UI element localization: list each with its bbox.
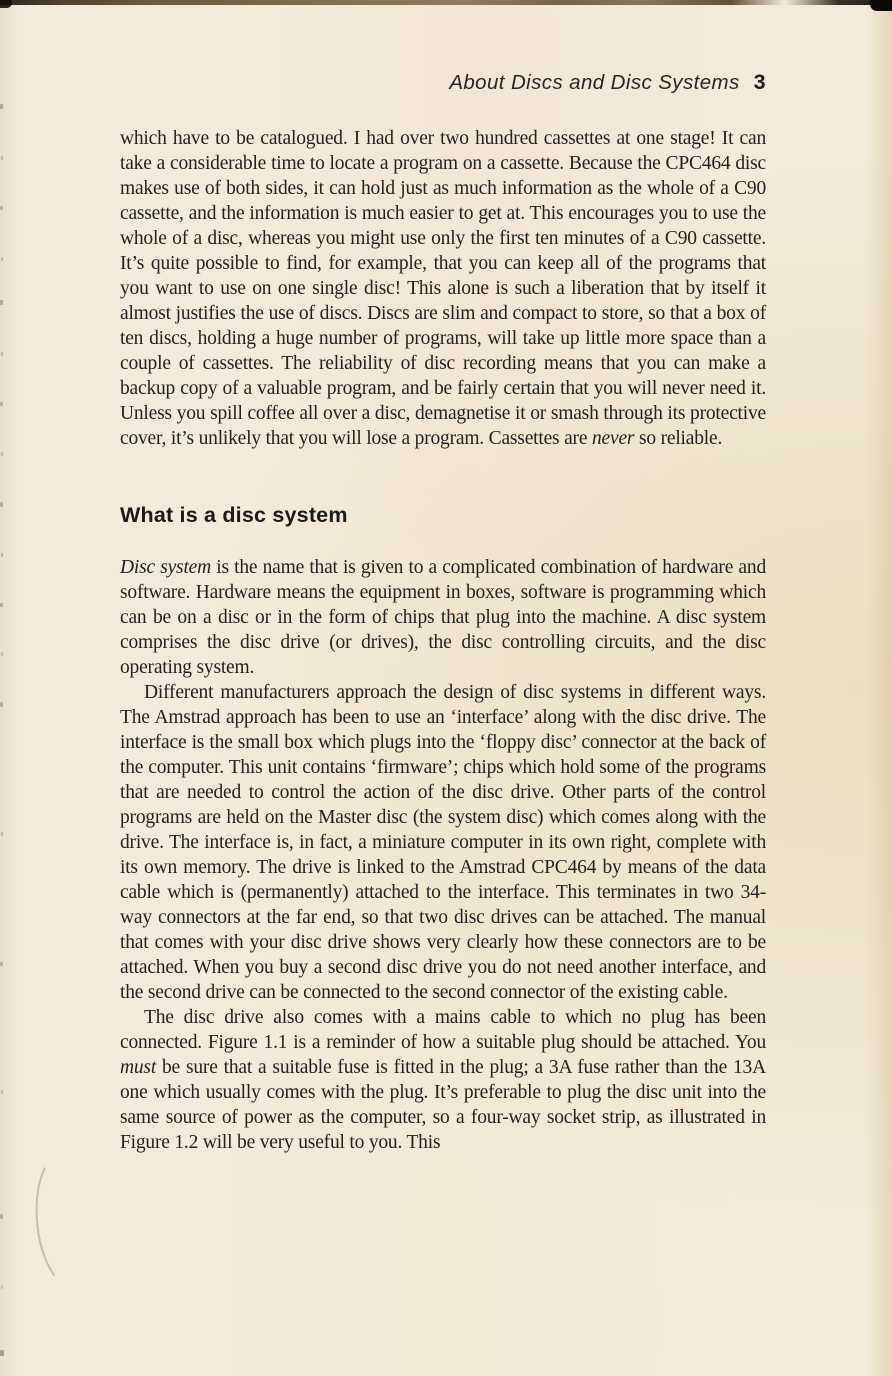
running-header-title: About Discs and Disc Systems [449, 71, 740, 94]
binding-marks [0, 0, 8, 1376]
page-number: 3 [753, 70, 766, 94]
body-paragraph: The disc drive also comes with a mains cable to which no plug has been connected. Figure 1.1 is a reminder of how a suitable plug should be attached. You must be sure that a suitable fuse is fitted in the plug; a 3A fuse rather than the 13A one which usually comes with the plug. It’s preferable to plug the disc unit into the same source of power as the computer, so a four-way socket strip, as illustrated in Figure 1.2 will be very useful to you. This [120, 1007, 766, 1153]
scan-corner-right-mark [870, 0, 892, 11]
running-header [120, 70, 766, 95]
pencil-mark [30, 1149, 106, 1290]
body-paragraph: Different manufacturers approach the design of disc systems in different ways. The Amstrad approach has been to use an ‘interface’ along with the disc drive. The interface is the small box which plugs into the ‘floppy disc’ connector at the back of the computer. This unit contains ‘firmware’; chips which hold some of the programs that are needed to control the action of the disc drive. Other parts of the control programs are held on the Master disc (the system disc) which comes along with the drive. The interface is, in fact, a miniature computer in its own right, complete with its own memory. The drive is linked to the Amstrad CPC464 by means of the data cable which is (permanently) attached to the interface. This terminates in two 34-way connectors at the far end, so that two disc drives can be attached. The manual that comes with your disc drive shows very clearly how these connectors are to be attached. When you buy a second disc drive you do not need another interface, and the second drive can be connected to the second connector of the existing cable. [120, 682, 766, 1003]
scan-edge-top [0, 0, 892, 5]
page-body [120, 126, 766, 1155]
body-paragraph: which have to be catalogued. I had over two hundred cassettes at one stage! It can take a considerable time to locate a program on a cassette. Because the CPC464 disc makes use of both sides, it can hold just as much information as the whole of a C90 cassette, and the information is much easier to get at. This encourages you to use the whole of a disc, whereas you might use only the first ten minutes of a C90 cassette. It’s quite possible to find, for example, that you can keep all of the programs that you want to use on one single disc! This alone is such a liberation that by itself it almost justifies the use of discs. Discs are slim and compact to store, so that a box of ten discs, holding a huge number of programs, will take up little more space than a couple of cassettes. The reliability of disc recording means that you can make a backup copy of a valuable program, and be fairly certain that you will never need it. Unless you spill coffee all over a disc, demagnetise it or smash through its protective cover, it’s unlikely that you will lose a program. Cassettes are never so reliable. [120, 128, 766, 449]
section-heading: What is a disc system [120, 503, 348, 527]
body-paragraph: Disc system is the name that is given to a complicated combination of hardware and software. Hardware means the equipment in boxes, software is programming which can be on a disc or in the form of chips that plug into the machine. A disc system comprises the disc drive (or drives), the disc controlling circuits, and the disc operating system. [120, 557, 766, 678]
